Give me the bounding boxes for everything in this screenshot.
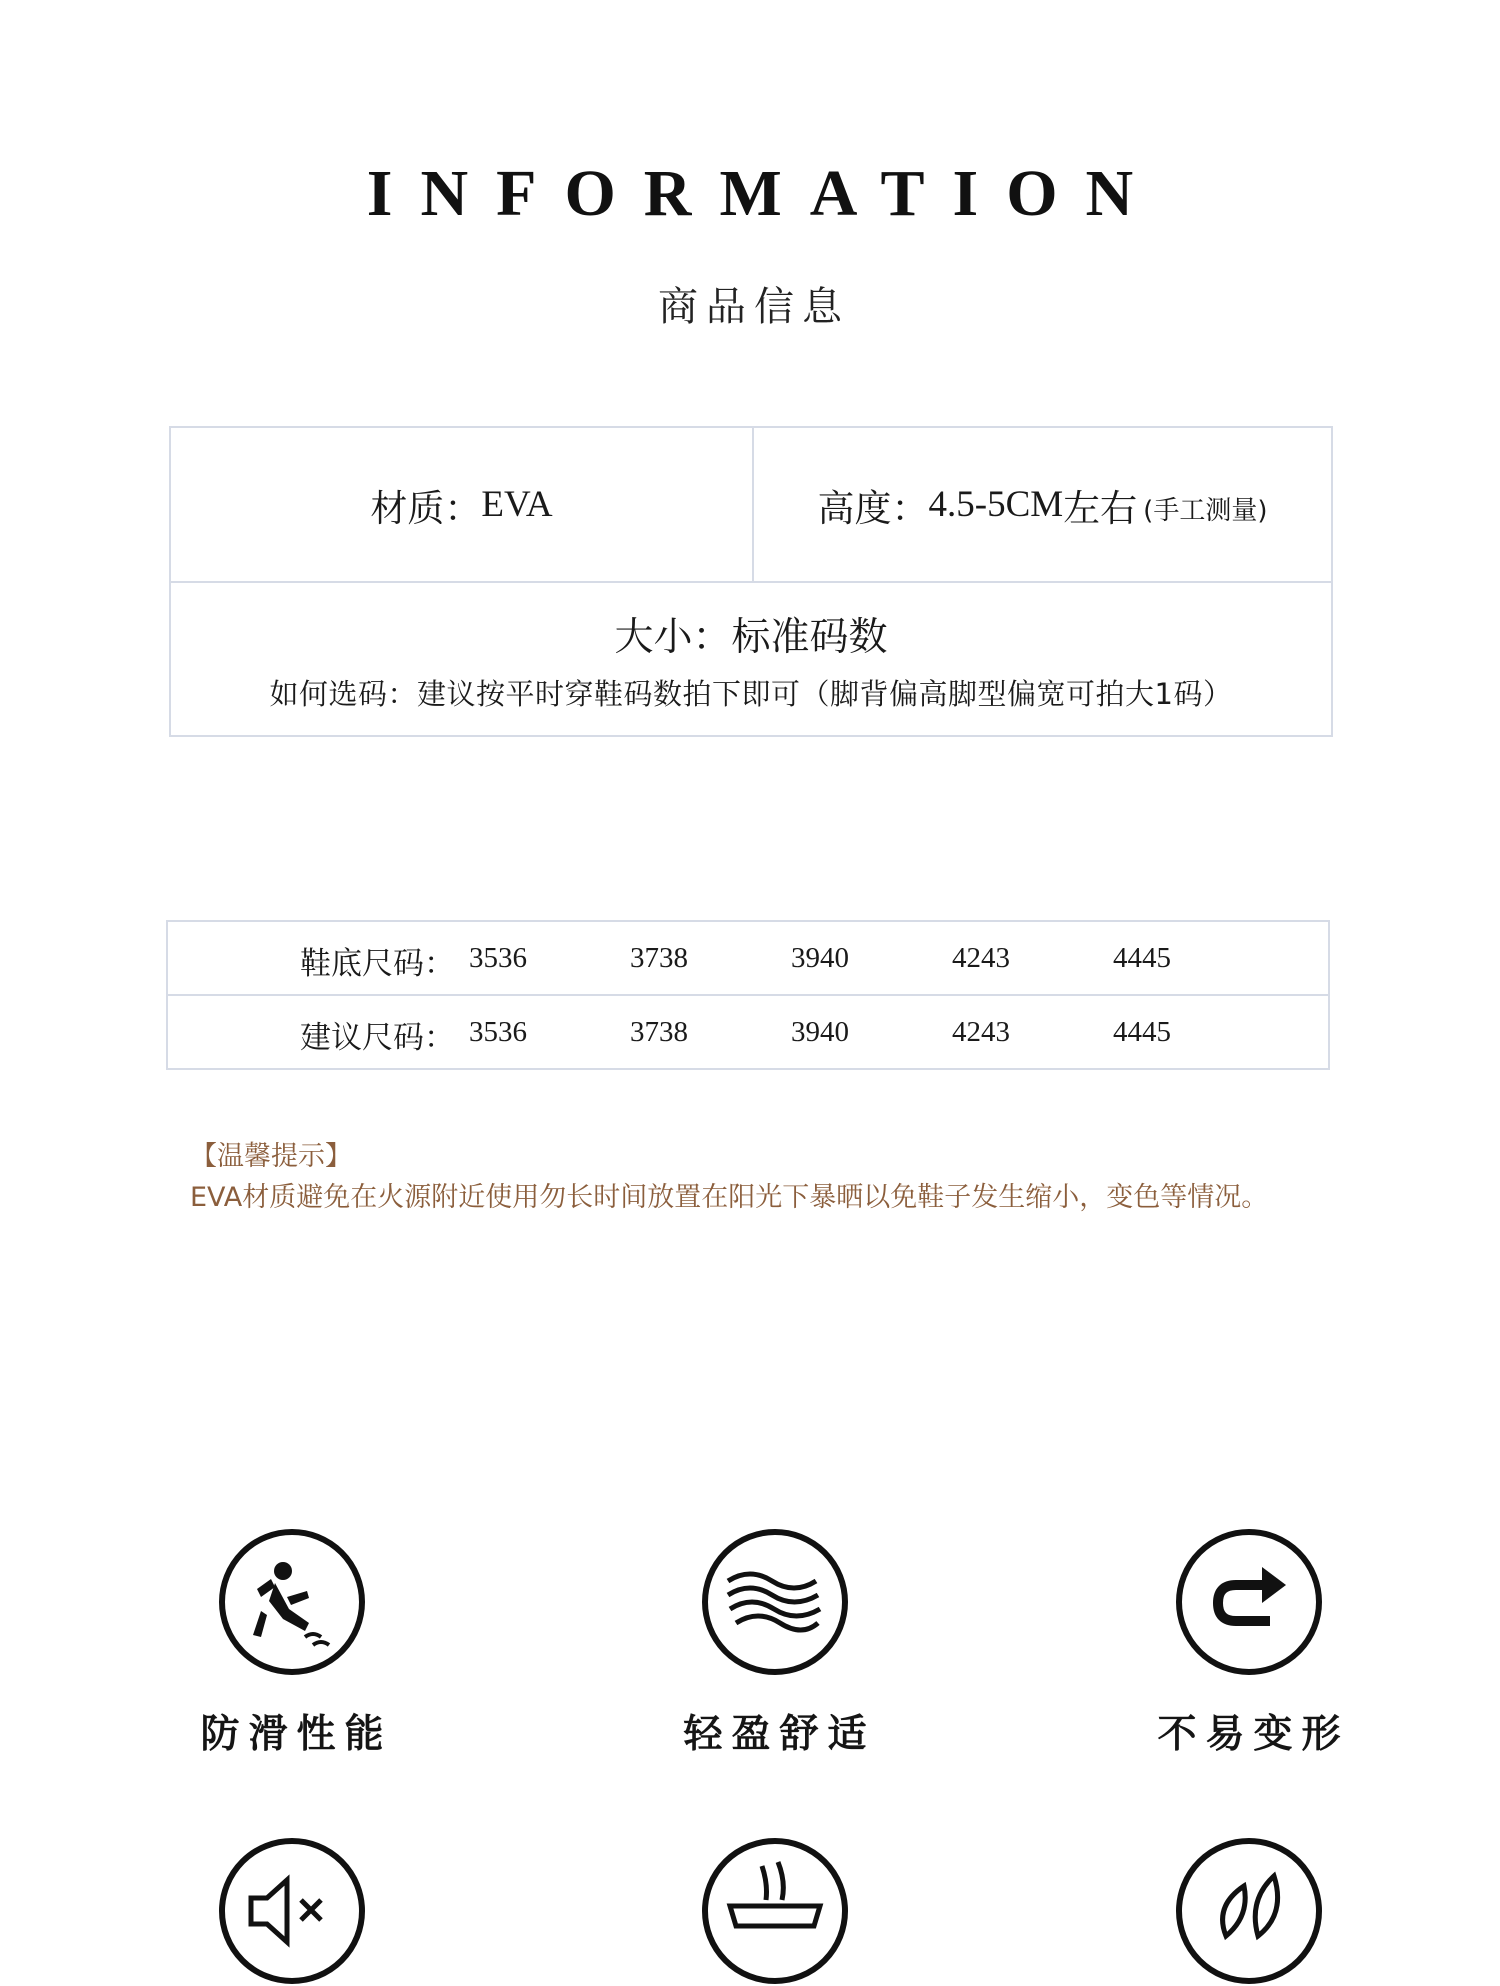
height-note: (手工测量) (1143, 496, 1268, 526)
title-cn: 商品信息 (658, 284, 850, 330)
feature-lightweight (625, 1527, 925, 1759)
size-value: 4445 (1113, 942, 1171, 974)
feature-silent (142, 1836, 442, 1986)
size-value: 4243 (952, 1016, 1010, 1048)
height-cell (754, 428, 1331, 581)
material-cell (171, 428, 754, 581)
size-value: 4445 (1113, 1016, 1171, 1048)
water-drop-icon (700, 1836, 850, 1986)
info-table (169, 426, 1333, 737)
row-label: 建议尺码： (300, 1020, 455, 1056)
size-value: 3536 (469, 1016, 527, 1048)
size-value: 3940 (791, 942, 849, 974)
feature-no-deform (1099, 1527, 1399, 1759)
size-value: 3738 (630, 942, 688, 974)
feature-label: 防滑性能 (200, 1712, 393, 1757)
size-value: 4243 (952, 942, 1010, 974)
feature-water (625, 1836, 925, 1986)
feature-label: 轻盈舒适 (683, 1712, 876, 1757)
height-suffix: 左右 (1063, 486, 1138, 530)
mute-speaker-icon (217, 1836, 367, 1986)
return-arrow-icon (1174, 1527, 1324, 1677)
leaf-icon (1174, 1836, 1324, 1986)
size-table (166, 920, 1330, 1070)
feature-anti-slip (142, 1527, 442, 1759)
size-label: 大小：标准码数 (614, 614, 888, 660)
tip-text: EVA材质避免在火源附近使用勿长时间放置在阳光下暴晒以免鞋子发生缩小，变色等情况。 (190, 1182, 1269, 1213)
tip-title: 【温馨提示】 (190, 1141, 352, 1172)
size-note: 如何选码：建议按平时穿鞋码数拍下即可（脚背偏高脚型偏宽可拍大1码） (269, 676, 1233, 711)
height-label: 高度： (817, 486, 929, 530)
row-label: 鞋底尺码： (300, 946, 455, 982)
size-value: 3940 (791, 1016, 849, 1048)
title-en: INFORMATION (366, 157, 1162, 230)
material-value: EVA (481, 484, 553, 525)
table-row (168, 996, 1328, 1068)
material-label: 材质： (370, 486, 482, 530)
wind-waves-icon (700, 1527, 850, 1677)
size-value: 3536 (469, 942, 527, 974)
size-value: 3738 (630, 1016, 688, 1048)
feature-eco (1099, 1836, 1399, 1986)
table-row (168, 922, 1328, 996)
size-cell (171, 583, 1331, 735)
feature-label: 不易变形 (1157, 1712, 1350, 1757)
height-value: 4.5-5CM (928, 484, 1064, 525)
slip-person-icon (217, 1527, 367, 1677)
